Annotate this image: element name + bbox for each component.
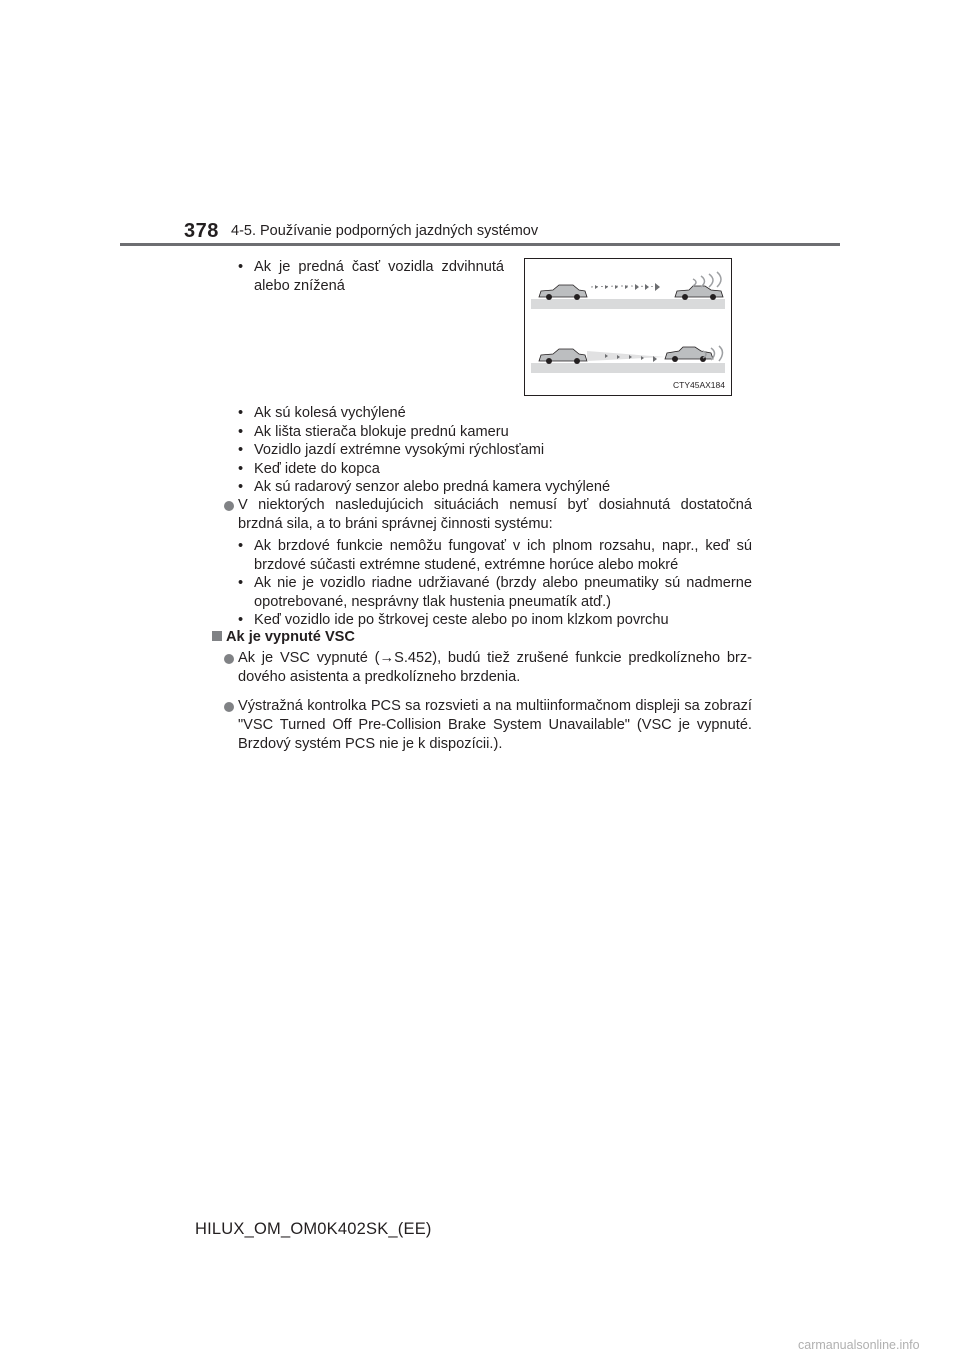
footer-doc-code: HILUX_OM_OM0K402SK_(EE) — [195, 1220, 432, 1238]
list-item: • Ak sú radarový senzor alebo predná kamera vychýlené — [238, 478, 752, 497]
list-item: • Keď idete do kopca — [238, 460, 752, 479]
note-vsc-off — [224, 649, 752, 687]
figure-vehicle-pitch — [524, 258, 732, 396]
list-item: • Vozidlo jazdí extrémne vysokými rýchlosťami — [238, 441, 752, 460]
road-bottom — [531, 363, 725, 373]
car-icon — [539, 349, 587, 364]
note-pcs-warning — [224, 697, 752, 754]
list-item: • Keď vozidlo ide po štrkovej ceste alebo po inom klzkom povrchu — [238, 611, 752, 630]
list-item: • Ak brzdové funkcie nemôžu fungovať v ich plnom rozsahu, napr., keď sú brzdové súčasti extrémne studené, extrémne horúce alebo mokré — [238, 537, 752, 574]
section-title: 4-5. Používanie podporných jazdných systémov — [231, 223, 539, 239]
circle-bullet-icon — [224, 501, 234, 511]
road-top — [531, 299, 725, 309]
list-item: • Ak lišta stierača blokuje prednú kameru — [238, 423, 752, 442]
header-rule — [120, 243, 840, 246]
vehicle-pitch-illustration — [525, 259, 731, 395]
note-text: Ak je VSC vypnuté (→S.452), budú tiež zrušené funkcie predkolízneho brzdového asistenta a predkolízneho brzdenia. — [238, 650, 752, 685]
circle-bullet-icon — [224, 654, 234, 664]
watermark: carmanualsonline.info — [798, 1338, 920, 1352]
list-item: • Ak nie je vozidlo riadne udržiavané (brzdy alebo pneumatiky sú nadmerne opotrebované, nesprávny tlak hustenia pneumatík atď.) — [238, 574, 752, 611]
square-bullet-icon — [212, 631, 222, 641]
bullet-list-top — [238, 258, 504, 295]
note-text: Výstražná kontrolka PCS sa rozsvieti a na multiinformačnom displeji sa zobrazí "VSC Turned Off Pre-Collision Brake System Unavailable" (VSC je vypnuté. Brzdový systém PCS nie je k dispozícii.). — [238, 698, 752, 752]
vsc-heading — [212, 629, 355, 645]
list-item: • Ak sú kolesá vychýlené — [238, 404, 752, 423]
note-text: V niektorých nasledujúcich situáciách nemusí byť dosiahnutá dostatočná brzdná sila, a to bráni správnej činnosti systému: — [238, 497, 752, 532]
bullet-list-braking — [238, 537, 752, 630]
figure-code: CTY45AX184 — [673, 380, 725, 390]
bullet-list-conditions — [238, 404, 752, 497]
car-icon — [539, 285, 587, 300]
page-number: 378 — [184, 220, 219, 242]
list-item: • Ak je predná časť vozidla zdvihnutá alebo znížená — [238, 258, 504, 295]
vsc-heading-text: Ak je vypnuté VSC — [226, 629, 355, 645]
note-braking-force — [224, 496, 752, 534]
radar-waves — [595, 283, 660, 291]
car-icon — [675, 286, 723, 300]
circle-bullet-icon — [224, 702, 234, 712]
radar-waves — [693, 272, 721, 287]
